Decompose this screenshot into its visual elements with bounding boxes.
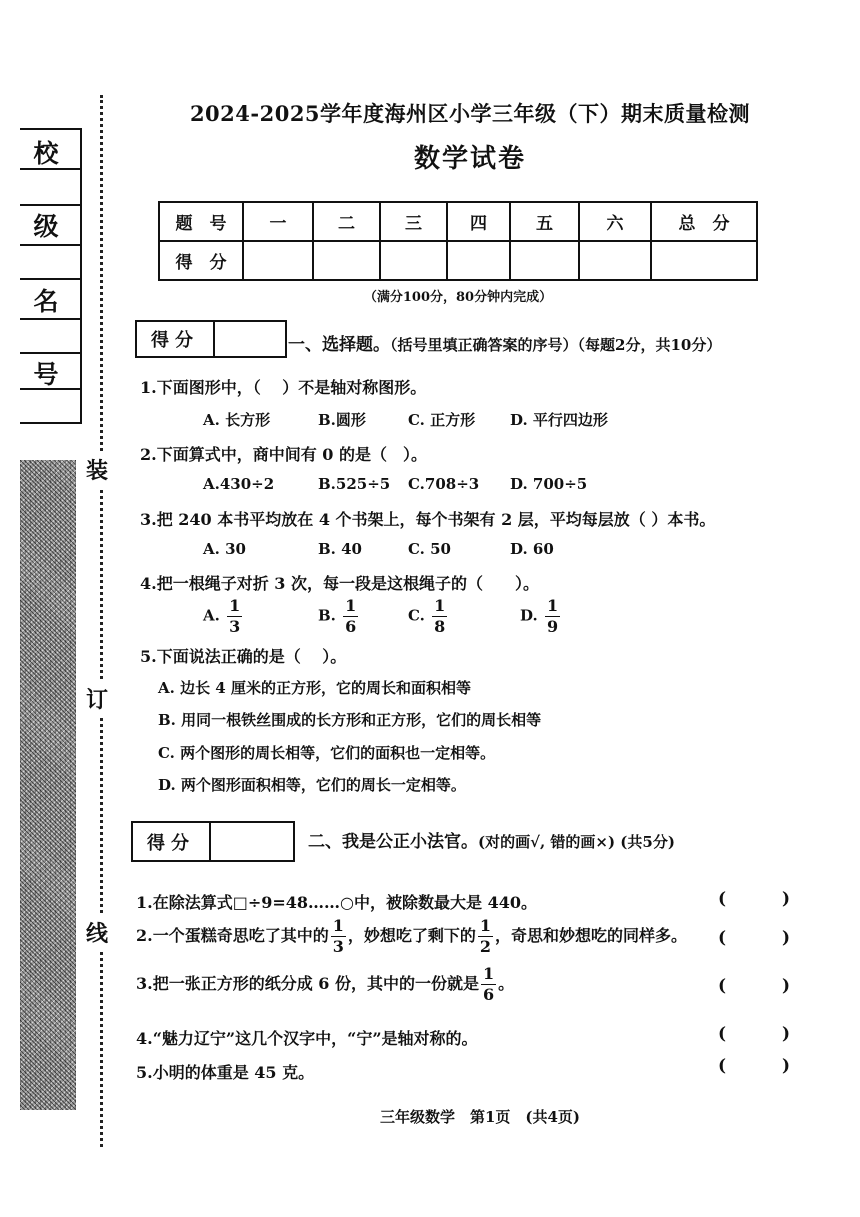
section2-score-blank[interactable] [211,823,293,860]
judge-question-3 [136,966,514,1003]
judge-answer-1-close: ) [782,889,791,909]
option-4c [408,598,449,635]
score-cell[interactable] [380,241,447,280]
question-1: 1.下面图形中，（ ）不是轴对称图形。 [140,378,427,397]
option-1c: C. 正方形 [408,411,476,429]
option-3c: C. 50 [408,540,451,558]
judge-answer-2-open: ( [718,928,727,948]
option-letter: C. [408,606,425,625]
score-table-header-row [159,202,757,241]
judge-answer-3-close: ) [782,976,791,996]
binding-label-name: 名 [33,287,59,316]
fraction [478,918,493,955]
question-2: 2.下面算式中，商中间有 0 的是（ ）。 [140,445,427,464]
section1-score-label: 得分 [137,322,215,356]
option-5b: B. 用同一根铁丝围成的长方形和正方形，它们的周长相等 [158,711,542,729]
judge-question-5: 5.小明的体重是 45 克。 [136,1063,315,1082]
option-4a [203,598,244,635]
score-table-col-3: 三 [380,202,447,241]
option-4d [520,598,562,635]
fraction-denominator: 9 [546,617,559,636]
judge-q2-text: ，妙想吃了剩下的 [347,926,476,945]
binding-label-number: 号 [33,360,59,389]
option-3a: A. 30 [203,540,246,558]
question-5: 5.下面说法正确的是（ ）。 [140,647,347,666]
option-3d: D. 60 [510,540,554,558]
score-table [158,201,758,281]
score-cell[interactable] [243,241,313,280]
exam-title: 2024-2025学年度海州区小学三年级（下）期末质量检测 [189,101,751,126]
fraction-numerator: 1 [482,964,495,983]
judge-answer-5-close: ) [782,1056,791,1076]
fraction [545,598,560,635]
fraction [343,598,358,635]
section2-score-label: 得分 [133,823,211,860]
page-footer: 三年级数学 第1页 (共4页) [379,1108,581,1126]
fraction-numerator: 1 [332,916,344,935]
option-2c: C.708÷3 [408,475,480,493]
section2-instruction: (对的画√, 错的画×) (共5分) [478,833,675,851]
fraction-denominator: 6 [345,617,357,636]
option-1d: D. 平行四边形 [510,411,608,429]
fraction-numerator: 1 [229,596,241,615]
option-letter: D. [520,606,538,625]
judge-answer-1-open: ( [718,889,727,909]
section1-score-box [135,320,287,358]
score-table-col-6: 六 [579,202,651,241]
section1-title: 一、选择题。 [288,335,390,355]
option-1a: A. 长方形 [203,411,271,429]
judge-q2-text: ，奇思和妙想吃的同样多。 [495,926,688,945]
section1-instruction: （括号里填正确答案的序号）（每题2分，共10分） [390,336,722,354]
score-table-col-1: 一 [243,202,313,241]
score-table-col-total: 总 分 [651,202,757,241]
exam-subtitle: 数学试卷 [413,144,526,174]
option-1b: B.圆形 [318,411,366,429]
option-3b: B. 40 [318,540,362,558]
fraction-numerator: 1 [434,596,446,615]
binding-divider [20,204,82,206]
option-5c: C. 两个图形的周长相等，它们的面积也一定相等。 [158,744,496,762]
option-2a: A.430÷2 [203,475,275,493]
section1-title-line [288,330,721,355]
score-table-row-header: 题 号 [159,202,243,241]
fraction-numerator: 1 [345,596,357,615]
option-2b: B.525÷5 [318,475,391,493]
fraction-denominator: 3 [229,617,241,636]
judge-question-2 [136,918,687,955]
judge-answer-3-open: ( [718,976,727,996]
score-cell[interactable] [447,241,510,280]
option-letter: B. [318,606,336,625]
section2-title-line [308,827,675,852]
judge-answer-5-open: ( [718,1056,727,1076]
binding-label-class: 级 [33,212,59,241]
fraction-denominator: 3 [332,937,344,956]
binding-noise-strip [20,460,76,1110]
question-4: 4.把一根绳子对折 3 次，每一段是这根绳子的（ ）。 [140,574,539,593]
judge-question-4: 4.“魅力辽宁”这几个汉字中，“宁”是轴对称的。 [136,1029,478,1048]
option-2d: D. 700÷5 [510,475,588,493]
fraction [432,598,447,635]
judge-question-1: 1.在除法算式□÷9=48……○中，被除数最大是 440。 [136,893,537,912]
judge-answer-4-open: ( [718,1024,727,1044]
binding-word-xian: 线 [86,915,108,950]
score-cell[interactable] [651,241,757,280]
fraction-denominator: 6 [482,985,495,1004]
score-cell[interactable] [313,241,380,280]
judge-q2-text: 2.一个蛋糕奇思吃了其中的 [136,926,329,945]
binding-divider [20,318,82,320]
option-5a: A. 边长 4 厘米的正方形，它的周长和面积相等 [158,679,471,697]
score-cell[interactable] [510,241,579,280]
question-3: 3.把 240 本书平均放在 4 个书架上，每个书架有 2 层，平均每层放（ ）本书。 [140,510,716,529]
score-table-col-4: 四 [447,202,510,241]
score-table-col-5: 五 [510,202,579,241]
fraction [227,598,242,635]
fraction-numerator: 1 [546,596,559,615]
binding-divider [20,244,82,246]
score-table-row-header: 得 分 [159,241,243,280]
fraction-numerator: 1 [479,916,492,935]
option-5d: D. 两个图形面积相等，它们的周长一定相等。 [158,776,466,794]
score-cell[interactable] [579,241,651,280]
score-table-col-2: 二 [313,202,380,241]
binding-divider [20,352,82,354]
score-table-score-row [159,241,757,280]
exam-note: （满分100分，80分钟内完成） [363,290,553,305]
binding-dotted-line [100,95,103,1147]
judge-answer-2-close: ) [782,928,791,948]
section1-score-blank[interactable] [215,322,285,356]
judge-answer-4-close: ) [782,1024,791,1044]
binding-label-school: 校 [33,139,59,168]
fraction-denominator: 2 [479,937,492,956]
fraction [481,966,496,1003]
binding-word-ding: 订 [86,681,108,716]
fraction [331,918,346,955]
section2-title: 二、我是公正小法官。 [308,832,478,852]
fraction-denominator: 8 [434,617,446,636]
option-letter: A. [203,606,220,625]
judge-q3-text: 3.把一张正方形的纸分成 6 份，其中的一份就是 [136,974,479,993]
option-4b [318,598,360,635]
binding-divider [20,278,82,280]
binding-word-zhuang: 装 [86,452,108,487]
judge-q3-text: 。 [498,974,515,993]
section2-score-box [131,821,295,862]
